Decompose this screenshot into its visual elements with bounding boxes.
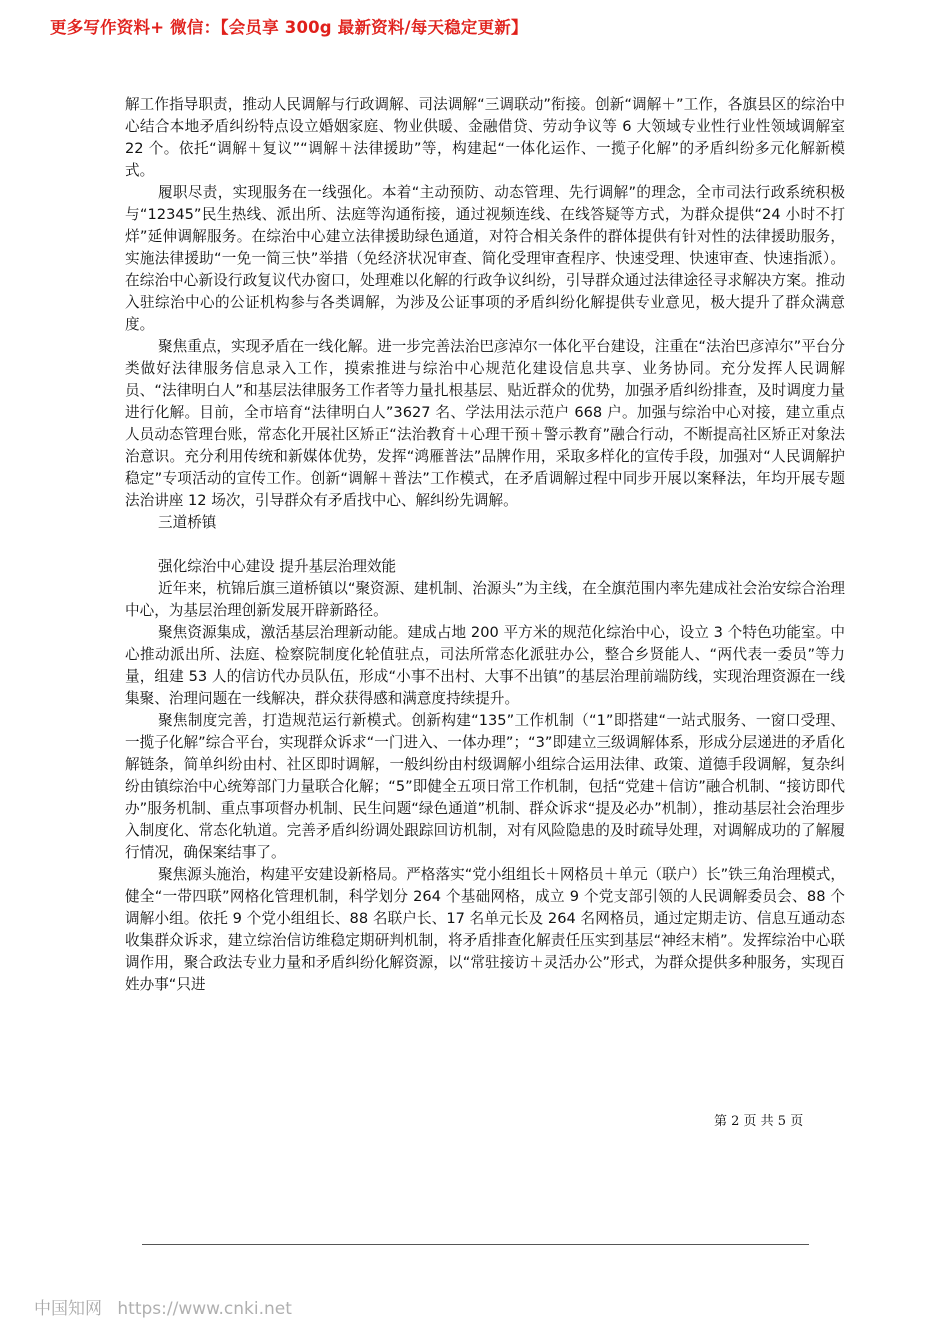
watermark-logo-text: 中国知网 <box>34 1299 102 1319</box>
paragraph-resources: 聚焦资源集成，激活基层治理新动能。建成占地 200 平方米的规范化综治中心，设立 3 个特色功能室。中心推动派出所、法庭、检察院制度化轮值驻点，司法所常态化派驻办公，整合乡贤能人、“两代表一委员”等力量，组建 53 人的信访代办员队伍，形成“小事不出村、大事不出镇”的基层治理前端防线，实现治理资源在一线集聚、治理问题在一线解决，群众获得感和满意度持续提升。 <box>125 624 845 707</box>
paragraph-intro: 近年来，杭锦后旗三道桥镇以“聚资源、建机制、治源头”为主线，在全旗范围内率先建成社会治安综合治理中心，为基层治理创新发展开辟新路径。 <box>125 580 845 619</box>
paragraph-focus: 聚焦重点，实现矛盾在一线化解。进一步完善法治巴彦淖尔一体化平台建设，注重在“法治巴彦淖尔”平台分类做好法律服务信息录入工作，摸索推进与综治中心规范化建设信息共享、业务协同。充分发挥人民调解员、“法律明白人”和基层法律服务工作者等力量扎根基层、贴近群众的优势，加强矛盾纠纷排查，及时调度力量进行化解。目前，全市培育“法律明白人”3627 名、学法用法示范户 668 户。加强与综治中心对接，建立重点人员动态管理台账，常态化开展社区矫正“法治教育＋心理干预＋警示教育”融合行动，不断提高社区矫正对象法治意识。充分利用传统和新媒体优势，发挥“鸿雁普法”品牌作用，采取多样化的宣传手段，加强对“人民调解护稳定”专项活动的宣传工作。创新“调解＋普法”工作模式，在矛盾调解过程中同步开展以案释法，年均开展专题法治讲座 12 场次，引导群众有矛盾找中心、解纠纷先调解。 <box>125 338 845 509</box>
page-number: 第 2 页 共 5 页 <box>714 1114 804 1129</box>
watermark-url: https://www.cnki.net <box>117 1299 292 1319</box>
paragraph-source: 聚焦源头施治，构建平安建设新格局。严格落实“党小组组长＋网格员＋单元（联户）长”铁三角治理模式，健全“一带四联”网格化管理机制，科学划分 264 个基础网格，成立 9 个党支部引领的人民调解委员会、88 个调解小组。依托 9 个党小组组长、88 名联户长、17 名单元长及 264 名网格员，通过定期走访、信息互通动态收集群众诉求，建立综治信访维稳定期研判机制，将矛盾排查化解责任压实到基层“神经末梢”。发挥综治中心联调作用，聚合政法专业力量和矛盾纠纷化解资源，以“常驻接访＋灵活办公”形式，为群众提供多种服务，实现百姓办事“只进 <box>125 866 845 993</box>
footer-divider <box>142 1244 809 1245</box>
paragraph-continuation: 解工作指导职责，推动人民调解与行政调解、司法调解“三调联动”衔接。创新“调解＋”工作，各旗县区的综治中心结合本地矛盾纠纷特点设立婚姻家庭、物业供暖、金融借贷、劳动争议等 6 大领域专业性行业性领域调解室 22 个。依托“调解＋复议”“调解＋法律援助”等，构建起“一体化运作、一揽子化解”的矛盾纠纷多元化解新模式。 <box>125 96 845 179</box>
blank-line <box>125 534 845 556</box>
document-body <box>125 94 845 996</box>
paragraph-system: 聚焦制度完善，打造规范运行新模式。创新构建“135”工作机制（“1”即搭建“一站式服务、一窗口受理、一揽子化解”综合平台，实现群众诉求“一门进入、一体办理”；“3”即建立三级调解体系，形成分层递进的矛盾化解链条，简单纠纷由村、社区即时调解，一般纠纷由村级调解小组综合运用法律、政策、道德手段调解，复杂纠纷由镇综治中心统筹部门力量联合化解；“5”即健全五项日常工作机制，包括“党建＋信访”融合机制、“接访即代办”服务机制、重点事项督办机制、民生问题“绿色通道”机制、群众诉求“提及必办”机制），推动基层社会治理步入制度化、常态化轨道。完善矛盾纠纷调处跟踪回访机制，对有风险隐患的及时疏导处理，对调解成功的了解履行情况，确保案结事了。 <box>125 712 845 861</box>
promo-banner: 更多写作资料+ 微信：【会员享 300g 最新资料/每天稳定更新】 <box>50 18 528 37</box>
section-subtitle: 强化综治中心建设 提升基层治理效能 <box>158 558 397 575</box>
cnki-watermark <box>34 1294 292 1319</box>
section-heading-town: 三道桥镇 <box>158 514 217 531</box>
paragraph-service: 履职尽责，实现服务在一线强化。本着“主动预防、动态管理、先行调解”的理念，全市司法行政系统积极与“12345”民生热线、派出所、法庭等沟通衔接，通过视频连线、在线答疑等方式，为群众提供“24 小时不打烊”延伸调解服务。在综治中心建立法律援助绿色通道，对符合相关条件的群体提供有针对性的法律援助服务，实施法律援助“一免一简三快”举措（免经济状况审查、简化受理审查程序、快速受理、快速审查、快速指派）。在综治中心新设行政复议代办窗口，处理难以化解的行政争议纠纷，引导群众通过法律途径寻求解决方案。推动入驻综治中心的公证机构参与各类调解，为涉及公证事项的矛盾纠纷化解提供专业意见，极大提升了群众满意度。 <box>125 184 845 333</box>
